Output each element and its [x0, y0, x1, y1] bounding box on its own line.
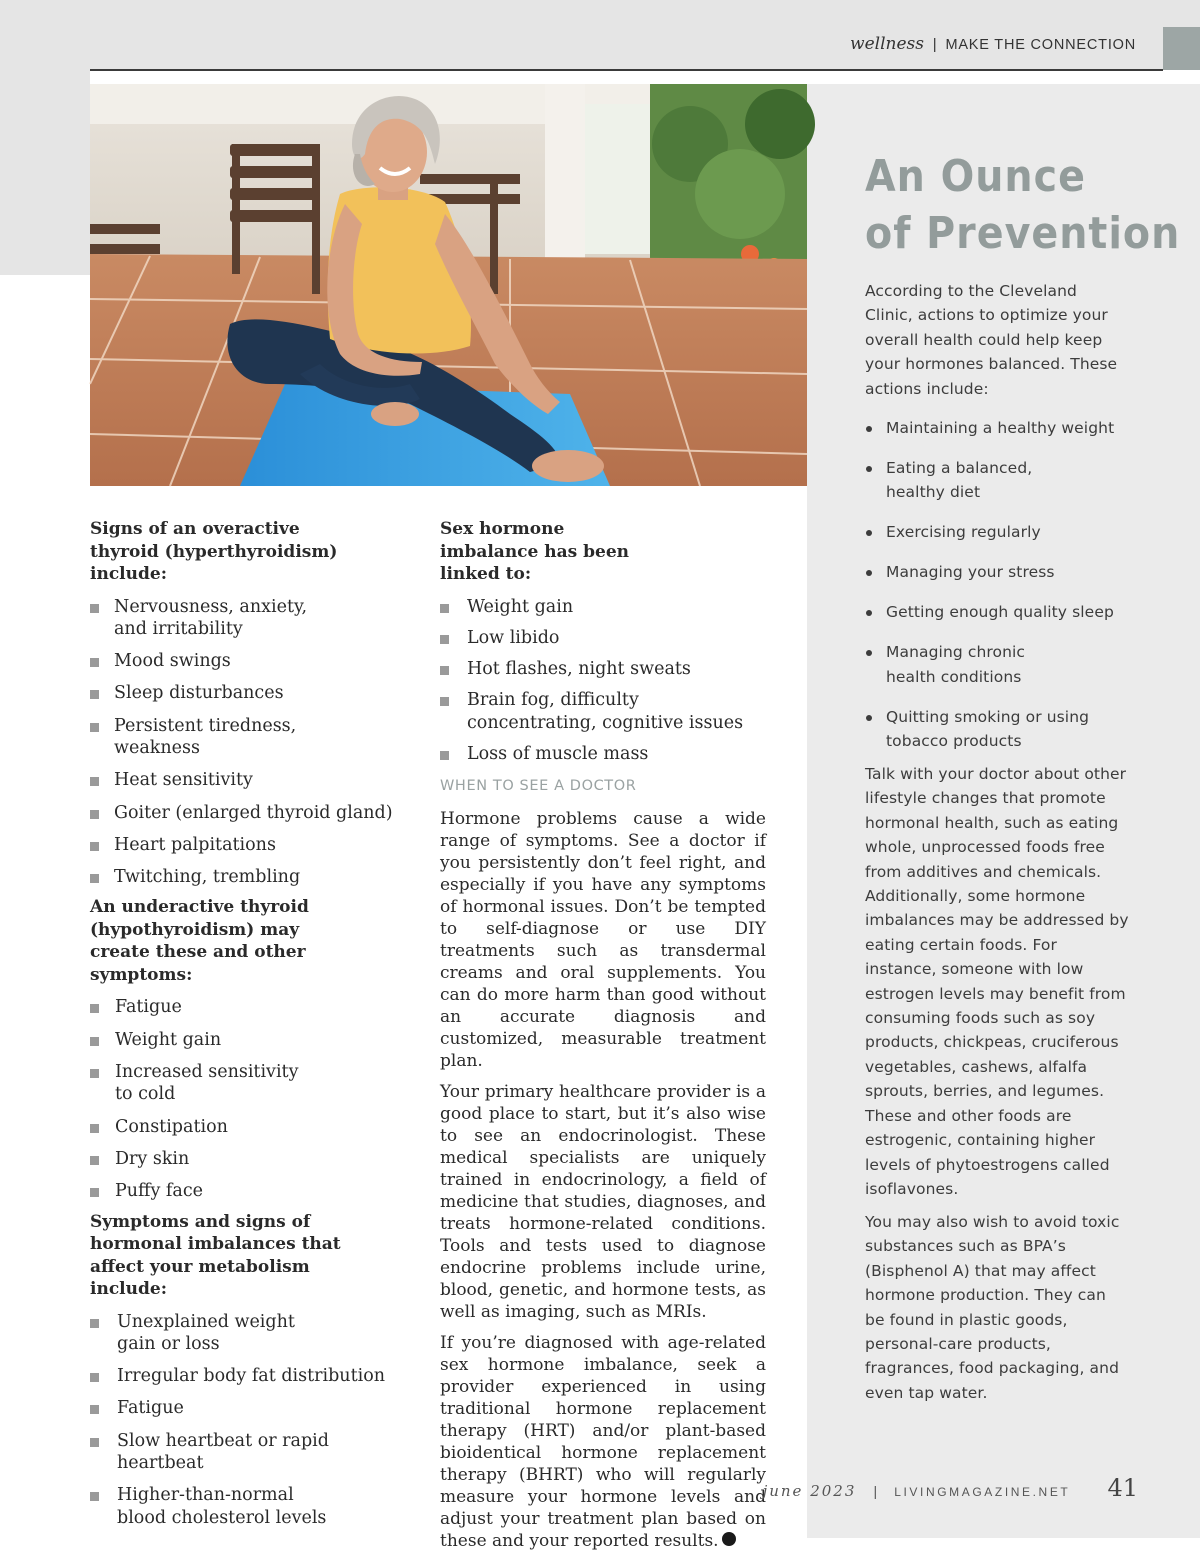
- bullet-square-icon: [90, 604, 99, 613]
- list-item-text: Dry skin: [115, 1148, 190, 1169]
- list-item: [90, 1061, 305, 1106]
- list-item-text: Puffy face: [115, 1181, 203, 1202]
- list-item-text: Brain fog, difficulty concentrating, cognitive issues: [467, 690, 744, 733]
- middle-column: [440, 518, 766, 1561]
- list-item-text: Managing chronic health conditions: [886, 643, 1026, 686]
- list-item: [865, 560, 1135, 584]
- bullet-square-icon: [90, 1373, 99, 1382]
- list-item-text: Fatigue: [115, 997, 182, 1018]
- bullet-square-icon: [90, 723, 99, 732]
- page-number: 41: [1107, 1474, 1138, 1502]
- bullet-square-icon: [90, 1438, 99, 1447]
- sidebar-intro: According to the Cleveland Clinic, actions to optimize your overall health could help keep your hormones balanced. These actions include:: [865, 282, 1118, 398]
- list-item: [865, 456, 1040, 505]
- bullet-square-icon: [90, 842, 99, 851]
- sex-hormone-list: [440, 596, 766, 766]
- page-footer: [763, 1474, 1138, 1502]
- sidebar-actions-list: [865, 416, 1135, 754]
- list-item-text: Higher-than-normal blood cholesterol levels: [117, 1485, 327, 1528]
- list-item-text: Constipation: [115, 1116, 228, 1137]
- bullet-square-icon: [90, 1188, 99, 1197]
- list-item: [865, 520, 1135, 544]
- list-item: [90, 1116, 420, 1138]
- bullet-dot-icon: [866, 715, 872, 721]
- bullet-dot-icon: [866, 466, 872, 472]
- list-item-text: Exercising regularly: [886, 523, 1041, 542]
- list-item-text: Weight gain: [467, 596, 574, 617]
- bullet-square-icon: [440, 751, 449, 760]
- sidebar-title-line: An Ounce: [865, 151, 1086, 202]
- sidebar-paragraph: Talk with your doctor about other lifestyle changes that promote hormonal health, such as eating whole, unprocessed foods free from additives and chemicals. Additionally, some hormone imbalances may be addressed by eating certain foods. For instance, someone with low estrogen levels may benefit from consuming foods such as soy products, chickpeas, cruciferous vegetables, cashews, alfalfa sprouts, berries, and legumes. These and other foods are estrogenic, containing higher levels of phytoestrogens called isoflavones.: [865, 765, 1129, 1198]
- list-item-text: Nervousness, anxiety, and irritability: [114, 596, 308, 639]
- list-item-text: Managing your stress: [886, 563, 1055, 582]
- list-item: [90, 650, 420, 672]
- footer-site: LIVINGMAGAZINE.NET: [894, 1485, 1071, 1499]
- body-paragraph: Your primary healthcare provider is a good place to start, but it’s also wise to see an endocrinologist. These medical specialists are uniquely trained in endocrinology, a field of medicine that studies, diagnoses, and treats hormone-related conditions. Tools and tests used to diagnose endocrine problems include urine, blood, genetic, and hormone tests, as well as imaging, such as MRIs.: [440, 1081, 766, 1322]
- list-item-text: Twitching, trembling: [114, 867, 301, 888]
- metabolism-heading: Symptoms and signs of hormonal imbalances that affect your metabolism include:: [90, 1211, 341, 1300]
- bullet-square-icon: [90, 810, 99, 819]
- list-item: [90, 802, 420, 824]
- list-item-text: Heart palpitations: [114, 834, 276, 855]
- list-item: [90, 1148, 420, 1170]
- sidebar-title-line: of Prevention: [865, 208, 1181, 259]
- list-item: [865, 416, 1135, 440]
- list-item-text: Heat sensitivity: [114, 770, 253, 791]
- list-item-text: Hot flashes, night sweats: [467, 659, 691, 680]
- bullet-square-icon: [90, 1124, 99, 1133]
- list-item-text: Getting enough quality sleep: [886, 603, 1114, 622]
- bullet-square-icon: [90, 874, 99, 883]
- list-item: [90, 1397, 420, 1419]
- bullet-square-icon: [90, 1037, 99, 1046]
- list-item-text: Increased sensitivity to cold: [115, 1062, 299, 1105]
- list-item: [440, 627, 766, 649]
- header-tab: [1163, 27, 1200, 70]
- list-item-text: Low libido: [467, 627, 560, 648]
- bullet-square-icon: [90, 1069, 99, 1078]
- body-paragraph: [440, 1332, 766, 1552]
- list-item: [90, 1180, 420, 1202]
- left-column: [90, 518, 420, 1529]
- list-item: [90, 1430, 420, 1475]
- metabolism-list: [90, 1311, 420, 1529]
- list-item-text: Slow heartbeat or rapid heartbeat: [117, 1430, 329, 1474]
- bullet-square-icon: [90, 1319, 99, 1328]
- bullet-dot-icon: [866, 530, 872, 536]
- bullet-dot-icon: [866, 610, 872, 616]
- when-to-see-doctor-subhead: WHEN TO SEE A DOCTOR: [440, 778, 637, 795]
- list-item-text: Eating a balanced, healthy diet: [886, 459, 1033, 502]
- header-kicker: wellness: [850, 34, 924, 54]
- hyperthyroid-list: [90, 596, 420, 889]
- bullet-square-icon: [90, 1156, 99, 1165]
- bullet-square-icon: [90, 658, 99, 667]
- list-item: [440, 689, 766, 734]
- sidebar-paragraph: You may also wish to avoid toxic substances such as BPA’s (Bisphenol A) that may affect hormone production. They can be found in plastic goods, personal-care products, fragrances, food packaging, and even tap water.: [865, 1213, 1120, 1402]
- list-item: [440, 658, 766, 680]
- bullet-dot-icon: [866, 426, 872, 432]
- list-item: [865, 705, 1090, 754]
- list-item: [865, 640, 1040, 689]
- list-item: [90, 866, 420, 888]
- list-item: [440, 743, 766, 765]
- header-separator: |: [932, 36, 937, 53]
- sidebar-title: [865, 148, 1185, 262]
- bullet-square-icon: [440, 635, 449, 644]
- list-item: [440, 596, 766, 618]
- list-item: [90, 1365, 420, 1387]
- list-item: [90, 682, 420, 704]
- sex-hormone-heading: Sex hormone imbalance has been linked to:: [440, 519, 630, 584]
- body-paragraph: Hormone problems cause a wide range of symptoms. See a doctor if you persistently don’t feel right, and especially if you have any symptoms of hormonal issues. Don’t be tempted to self-diagnose or use DIY treatments such as transdermal creams and oral supplements. You can do more harm than good without an accurate diagnosis and customized, measurable treatment plan.: [440, 808, 766, 1071]
- bullet-square-icon: [90, 777, 99, 786]
- list-item: [90, 1311, 310, 1356]
- list-item: [90, 1029, 420, 1051]
- photo: [90, 84, 807, 486]
- bullet-dot-icon: [866, 570, 872, 576]
- list-item: [90, 834, 420, 856]
- list-item: [90, 715, 310, 760]
- bullet-square-icon: [440, 604, 449, 613]
- hyperthyroid-heading: Signs of an overactive thyroid (hyperthyroidism) include:: [90, 519, 338, 584]
- list-item-text: Loss of muscle mass: [467, 743, 649, 764]
- list-item-text: Persistent tiredness, weakness: [114, 715, 297, 758]
- list-item-text: Quitting smoking or using tobacco products: [886, 707, 1090, 751]
- list-item-text: Mood swings: [114, 651, 231, 672]
- photo-woman-stretching-icon: [90, 84, 807, 486]
- list-item-text: Goiter (enlarged thyroid gland): [114, 802, 393, 823]
- bullet-square-icon: [90, 690, 99, 699]
- end-mark-logo-icon: [722, 1532, 736, 1546]
- corner-band: [0, 70, 90, 275]
- header-section: MAKE THE CONNECTION: [945, 37, 1136, 53]
- footer-separator: |: [873, 1483, 878, 1499]
- hypothyroid-heading: An underactive thyroid (hypothyroidism) may create these and other symptoms:: [90, 897, 309, 985]
- list-item: [865, 600, 1135, 624]
- list-item-text: Unexplained weight gain or loss: [117, 1311, 295, 1354]
- bullet-dot-icon: [866, 650, 872, 656]
- list-item: [90, 996, 420, 1018]
- list-item-text: Weight gain: [115, 1029, 222, 1050]
- bullet-square-icon: [90, 1405, 99, 1414]
- bullet-square-icon: [90, 1004, 99, 1013]
- list-item: [90, 596, 320, 641]
- list-item-text: Irregular body fat distribution: [117, 1366, 386, 1387]
- footer-date: june 2023: [762, 1482, 857, 1500]
- bullet-square-icon: [440, 666, 449, 675]
- list-item-text: Sleep disturbances: [114, 683, 284, 704]
- header-rule: [90, 69, 1163, 71]
- list-item: [90, 769, 420, 791]
- list-item-text: Maintaining a healthy weight: [886, 419, 1115, 437]
- list-item-text: Fatigue: [117, 1398, 184, 1419]
- running-header: [850, 34, 1136, 54]
- body-paragraph-text: If you’re diagnosed with age-related sex hormone imbalance, seek a provider experienced in using traditional hormone replacement therapy (HRT) and/or plant-based bioidentical hormone replacement therapy (BHRT) who will regularly measure your hormone levels and adjust your treatment plan based on these and your reported results.: [440, 1332, 766, 1551]
- bullet-square-icon: [440, 697, 449, 706]
- bullet-square-icon: [90, 1492, 99, 1501]
- list-item: [90, 1484, 330, 1529]
- hypothyroid-list: [90, 996, 420, 1202]
